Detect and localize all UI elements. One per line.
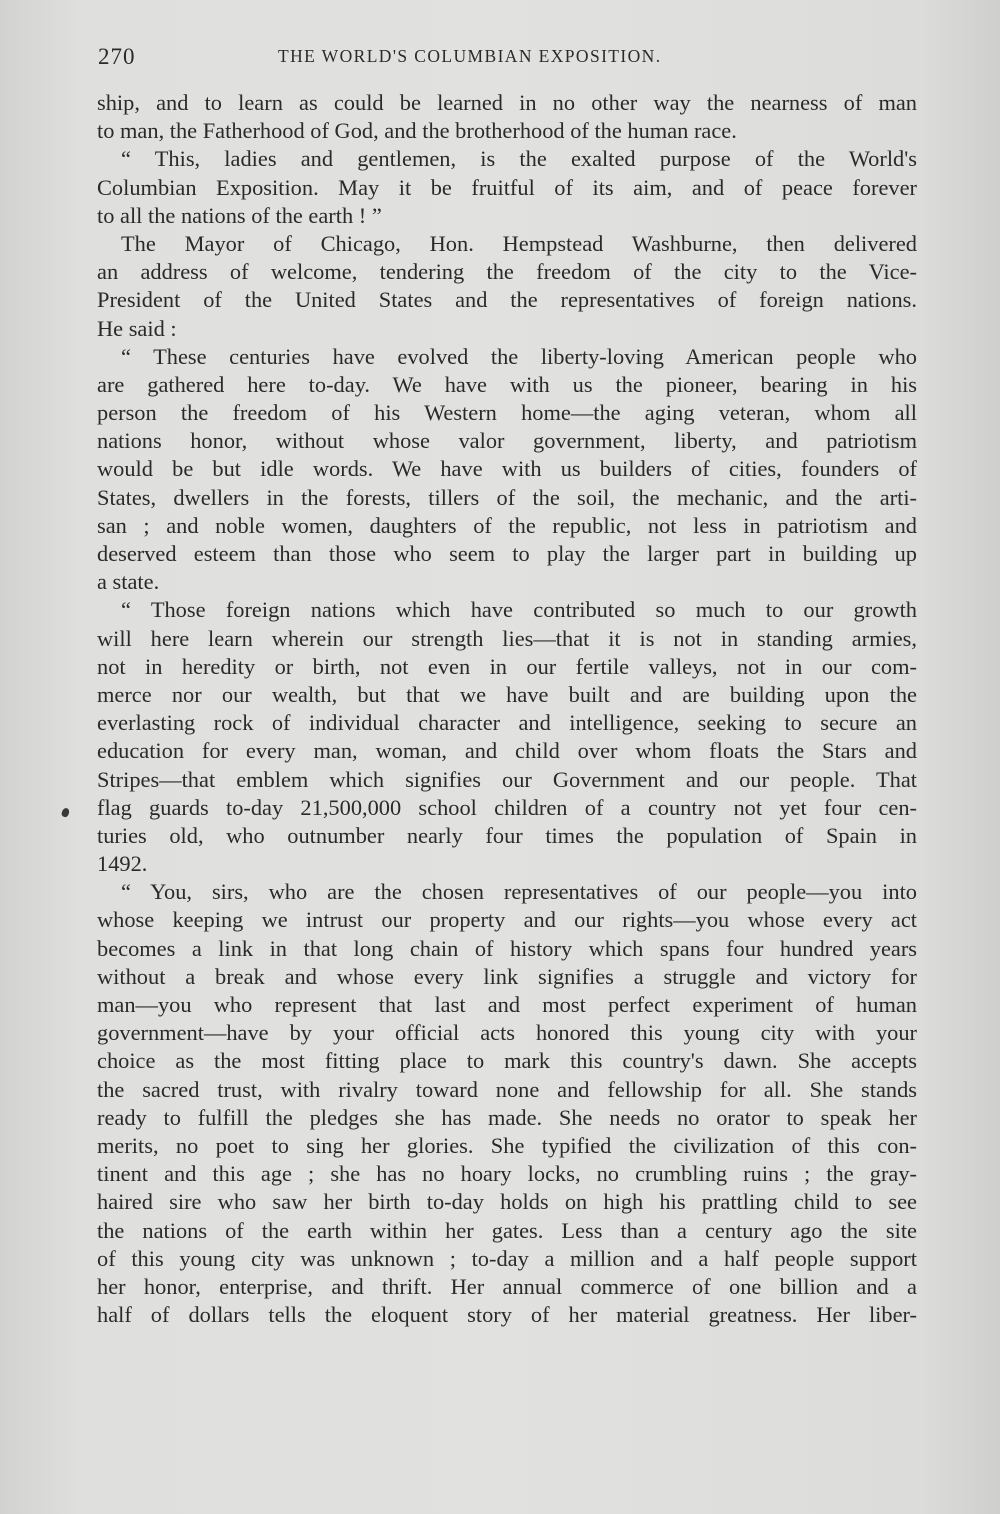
- text-line: to man, the Fatherhood of God, and the brotherhood of the human race.: [97, 118, 737, 144]
- page-header: [98, 44, 914, 76]
- text-line: Stripes—that emblem which signifies our Government and our people. That: [97, 766, 917, 792]
- text-line: “ Those foreign nations which have contributed so much to our growth: [121, 597, 917, 623]
- text-line: of this young city was unknown ; to-day a million and a half people support: [97, 1245, 917, 1271]
- text-line: becomes a link in that long chain of history which spans four hundred years: [97, 935, 917, 961]
- text-line: “ This, ladies and gentlemen, is the exalted purpose of the World's: [121, 146, 917, 172]
- text-line: without a break and whose every link signifies a struggle and victory for: [97, 963, 917, 989]
- text-line: flag guards to-day 21,500,000 school children of a country not yet four cen-: [97, 794, 917, 820]
- text-line: half of dollars tells the eloquent story of her material greatness. Her liber-: [97, 1302, 917, 1328]
- text-line: ship, and to learn as could be learned in no other way the nearness of man: [97, 90, 917, 115]
- text-line: are gathered here to-day. We have with us the pioneer, bearing in his: [97, 371, 917, 397]
- text-line: person the freedom of his Western home—the aging veteran, whom all: [97, 400, 917, 426]
- text-line: He said :: [97, 315, 177, 341]
- page-number: 270: [98, 44, 136, 69]
- text-line: san ; and noble women, daughters of the republic, not less in patriotism and: [97, 512, 917, 538]
- text-line: a state.: [97, 569, 160, 595]
- text-line: to all the nations of the earth ! ”: [97, 202, 382, 228]
- text-line: deserved esteem than those who seem to play the larger part in building up: [97, 541, 917, 566]
- text-line: not in heredity or birth, not even in our fertile valleys, not in our com-: [97, 653, 917, 679]
- text-line: merce nor our wealth, but that we have built and are building upon the: [97, 681, 917, 707]
- text-line: government—have by your official acts honored this young city with your: [97, 1020, 917, 1046]
- text-line: will here learn wherein our strength lies—that it is not in standing armies,: [97, 625, 917, 651]
- text-line: “ You, sirs, who are the chosen representatives of our people—you into: [121, 879, 917, 905]
- text-line: States, dwellers in the forests, tillers of the soil, the mechanic, and the arti-: [97, 484, 917, 510]
- text-line: turies old, who outnumber nearly four times the population of Spain in: [97, 822, 917, 848]
- text-line: tinent and this age ; she has no hoary locks, no crumbling ruins ; the gray-: [97, 1161, 917, 1187]
- text-line: Columbian Exposition. May it be fruitful of its aim, and of peace forever: [97, 174, 917, 200]
- text-line: man—you who represent that last and most perfect experiment of human: [97, 992, 917, 1017]
- text-line: her honor, enterprise, and thrift. Her annual commerce of one billion and a: [97, 1273, 917, 1299]
- text-line: choice as the most fitting place to mark this country's dawn. She accepts: [97, 1048, 917, 1074]
- text-line: the sacred trust, with rivalry toward none and fellowship for all. She stands: [97, 1076, 917, 1102]
- text-line: 1492.: [97, 851, 148, 877]
- text-line: haired sire who saw her birth to-day holds on high his prattling child to see: [97, 1189, 917, 1215]
- text-line: an address of welcome, tendering the freedom of the city to the Vice-: [97, 259, 917, 285]
- text-line: whose keeping we intrust our property and our rights—you whose every act: [97, 907, 917, 933]
- text-line: nations honor, without whose valor government, liberty, and patriotism: [97, 428, 917, 454]
- ink-mark: [61, 807, 71, 818]
- text-line: everlasting rock of individual character and intelligence, seeking to secure an: [97, 710, 917, 736]
- text-line: “ These centuries have evolved the liberty-loving American people who: [121, 343, 917, 369]
- text-line: merits, no poet to sing her glories. She typified the civilization of this con-: [97, 1132, 917, 1158]
- text-line: ready to fulfill the pledges she has made. She needs no orator to speak her: [97, 1104, 917, 1130]
- text-line: The Mayor of Chicago, Hon. Hempstead Washburne, then delivered: [121, 230, 917, 256]
- text-line: President of the United States and the representatives of foreign nations.: [97, 287, 917, 313]
- text-line: the nations of the earth within her gates. Less than a century ago the site: [97, 1217, 917, 1243]
- page-body-text: [97, 89, 917, 1329]
- running-head: THE WORLD'S COLUMBIAN EXPOSITION.: [278, 46, 662, 66]
- text-line: would be but idle words. We have with us builders of cities, founders of: [97, 456, 917, 482]
- text-line: education for every man, woman, and child over whom floats the Stars and: [97, 738, 917, 764]
